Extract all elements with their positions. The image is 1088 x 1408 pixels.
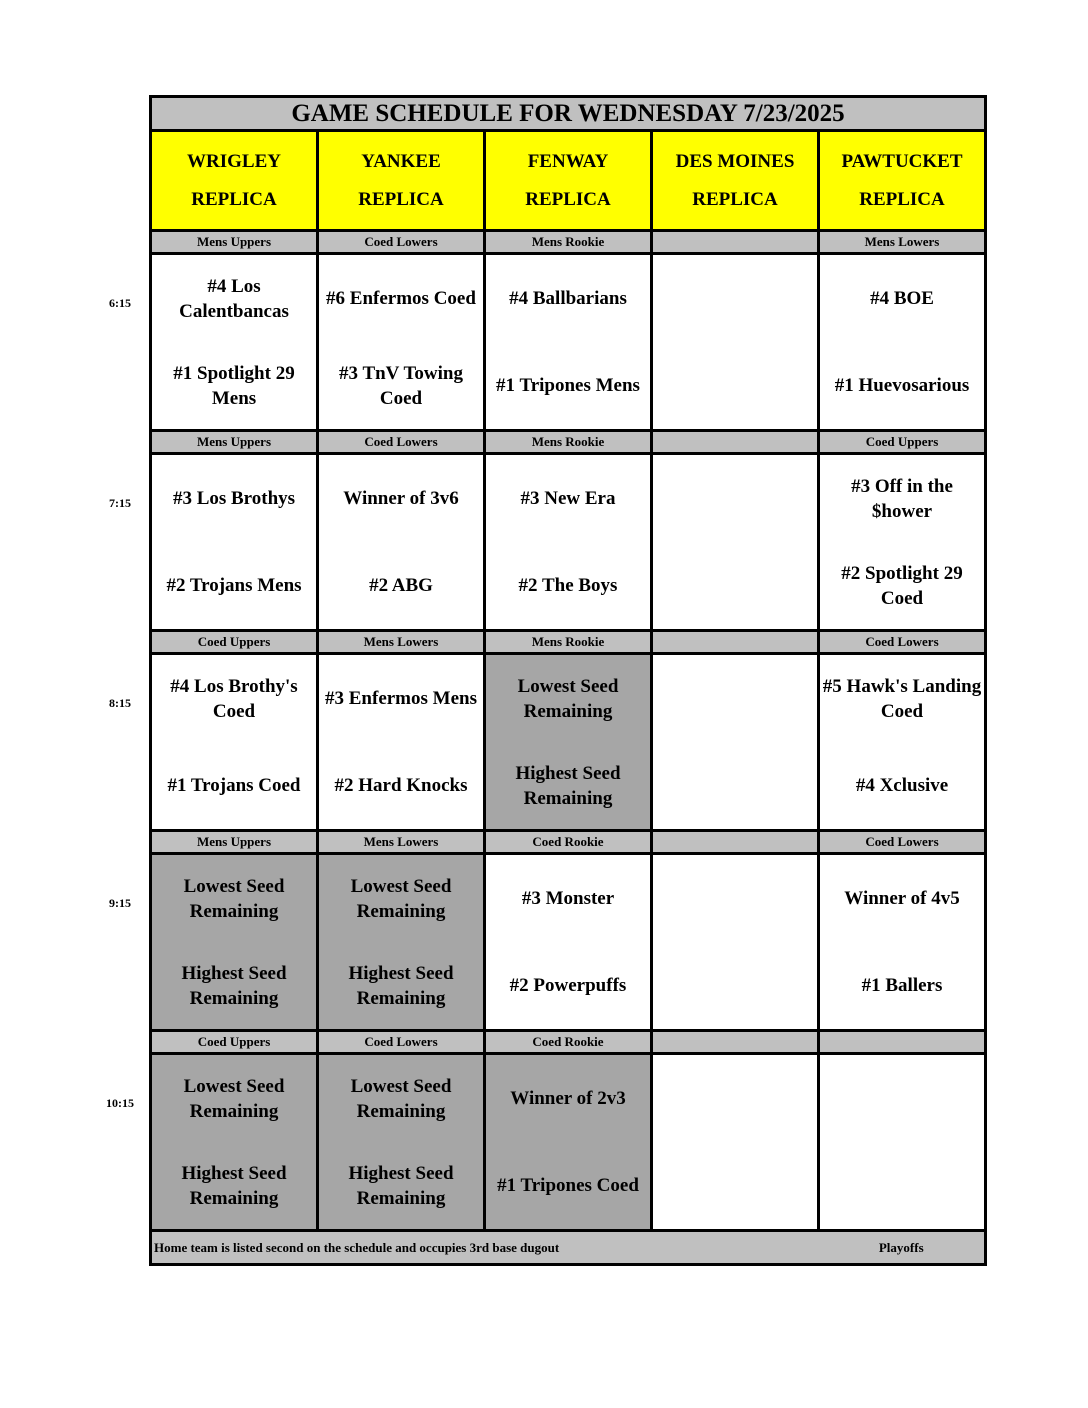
game-cell (151, 654, 318, 831)
field-type: REPLICA (525, 188, 611, 210)
game-cell (151, 254, 318, 431)
footer-note: Home team is listed second on the schedule and occupies 3rd base dugout (151, 1231, 819, 1265)
home-team: Highest Seed Remaining (515, 762, 621, 809)
game-cell (151, 454, 318, 631)
time-slot-label: 10:15 (106, 1096, 134, 1110)
game-cell (652, 854, 819, 1031)
division-label (652, 631, 819, 654)
game-row (151, 854, 986, 1031)
division-label: Coed Lowers (819, 631, 986, 654)
time-slot-label: 9:15 (109, 896, 131, 910)
division-label: Coed Lowers (318, 1031, 485, 1054)
home-team: #1 Huevosarious (834, 375, 970, 396)
away-team: Winner of 2v3 (510, 1088, 626, 1109)
game-cell (485, 1054, 652, 1231)
game-cell (652, 654, 819, 831)
away-team: #4 BOE (870, 288, 934, 309)
away-team: Lowest Seed Remaining (183, 1075, 285, 1122)
field-type: REPLICA (191, 188, 277, 210)
home-team: #2 Trojans Mens (166, 575, 302, 596)
field-header (318, 131, 485, 231)
home-team: #2 Hard Knocks (334, 775, 468, 796)
away-team: Lowest Seed Remaining (350, 875, 452, 922)
home-team (653, 742, 817, 829)
home-team: #1 Ballers (861, 975, 943, 996)
game-cell (318, 254, 485, 431)
division-label: Coed Lowers (819, 831, 986, 854)
division-label: Coed Lowers (318, 431, 485, 454)
away-team: #4 Los Brothy's Coed (170, 675, 298, 722)
home-team: #2 Spotlight 29 Coed (841, 562, 963, 609)
division-label: Coed Uppers (819, 431, 986, 454)
game-cell (819, 254, 986, 431)
away-team: #4 Ballbarians (509, 288, 627, 309)
home-team (820, 1142, 984, 1229)
field-header (652, 131, 819, 231)
home-team: Highest Seed Remaining (348, 962, 454, 1009)
division-label: Mens Uppers (151, 231, 318, 254)
playoffs-label: Playoffs (819, 1231, 986, 1265)
home-team: #1 Tripones Coed (497, 1175, 639, 1196)
home-team (653, 342, 817, 429)
home-team: #2 ABG (369, 575, 433, 596)
division-label: Coed Uppers (151, 1031, 318, 1054)
field-name: PAWTUCKET (841, 150, 963, 172)
home-team: #1 Trojans Coed (167, 775, 301, 796)
division-label: Mens Uppers (151, 431, 318, 454)
game-cell (151, 854, 318, 1031)
game-cell (652, 254, 819, 431)
game-cell (151, 1054, 318, 1231)
away-team: #3 New Era (520, 488, 616, 509)
division-label: Mens Rookie (485, 231, 652, 254)
home-team: #3 TnV Towing Coed (339, 362, 463, 409)
field-name: FENWAY (527, 150, 609, 172)
division-label: Coed Rookie (485, 831, 652, 854)
game-row (151, 454, 986, 631)
away-team: #4 Los Calentbancas (179, 275, 289, 322)
home-team: Highest Seed Remaining (181, 962, 287, 1009)
division-label (652, 831, 819, 854)
home-team: Highest Seed Remaining (181, 1162, 287, 1209)
division-label: Mens Rookie (485, 631, 652, 654)
home-team: #1 Spotlight 29 Mens (173, 362, 295, 409)
home-team (653, 942, 817, 1029)
home-team: #2 Powerpuffs (509, 975, 627, 996)
division-label: Mens Lowers (318, 831, 485, 854)
game-cell (652, 1054, 819, 1231)
field-type: REPLICA (358, 188, 444, 210)
game-cell (485, 454, 652, 631)
away-team (653, 455, 817, 542)
away-team (653, 655, 817, 742)
game-cell (652, 454, 819, 631)
away-team: #3 Monster (521, 888, 615, 909)
division-row (151, 1031, 986, 1054)
time-slot-label: 8:15 (109, 696, 131, 710)
field-header (485, 131, 652, 231)
division-label: Mens Rookie (485, 431, 652, 454)
home-team: #4 Xclusive (855, 775, 949, 796)
game-schedule-table (149, 95, 987, 1266)
division-label (652, 231, 819, 254)
home-team (653, 1142, 817, 1229)
field-name: YANKEE (361, 150, 441, 172)
home-team: #1 Tripones Mens (496, 375, 640, 396)
field-name: DES MOINES (675, 150, 795, 172)
away-team (653, 255, 817, 342)
time-slot-label: 6:15 (109, 296, 131, 310)
game-cell (318, 454, 485, 631)
game-cell (318, 654, 485, 831)
division-label: Coed Lowers (318, 231, 485, 254)
game-row (151, 254, 986, 431)
division-label (652, 1031, 819, 1054)
field-name: WRIGLEY (187, 150, 281, 172)
game-cell (819, 1054, 986, 1231)
home-team: Highest Seed Remaining (348, 1162, 454, 1209)
away-team: #3 Enfermos Mens (325, 688, 477, 709)
field-type: REPLICA (692, 188, 778, 210)
away-team: Winner of 3v6 (343, 488, 459, 509)
game-cell (318, 1054, 485, 1231)
away-team: #3 Off in the $hower (851, 475, 953, 522)
division-row (151, 631, 986, 654)
game-row (151, 1054, 986, 1231)
division-row (151, 231, 986, 254)
division-label: Coed Rookie (485, 1031, 652, 1054)
division-label: Mens Lowers (819, 231, 986, 254)
field-header (151, 131, 318, 231)
division-label (652, 431, 819, 454)
field-type: REPLICA (859, 188, 945, 210)
game-cell (819, 454, 986, 631)
home-team (653, 542, 817, 629)
game-cell (485, 854, 652, 1031)
away-team: #3 Los Brothys (172, 488, 296, 509)
away-team: #5 Hawk's Landing Coed (822, 675, 982, 722)
division-label: Mens Lowers (318, 631, 485, 654)
game-cell (318, 854, 485, 1031)
away-team (653, 855, 817, 942)
game-cell (819, 654, 986, 831)
away-team (653, 1055, 817, 1142)
away-team (820, 1055, 984, 1142)
schedule-title: GAME SCHEDULE FOR WEDNESDAY 7/23/2025 (151, 97, 986, 131)
away-team: #6 Enfermos Coed (326, 288, 476, 309)
game-cell (485, 654, 652, 831)
away-team: Winner of 4v5 (844, 888, 960, 909)
field-header (819, 131, 986, 231)
game-row (151, 654, 986, 831)
division-label: Coed Uppers (151, 631, 318, 654)
away-team: Lowest Seed Remaining (350, 1075, 452, 1122)
away-team: Lowest Seed Remaining (183, 875, 285, 922)
time-slot-label: 7:15 (109, 496, 131, 510)
away-team: Lowest Seed Remaining (517, 675, 619, 722)
division-row (151, 431, 986, 454)
division-row (151, 831, 986, 854)
game-cell (819, 854, 986, 1031)
division-label (819, 1031, 986, 1054)
division-label: Mens Uppers (151, 831, 318, 854)
game-cell (485, 254, 652, 431)
home-team: #2 The Boys (518, 575, 618, 596)
